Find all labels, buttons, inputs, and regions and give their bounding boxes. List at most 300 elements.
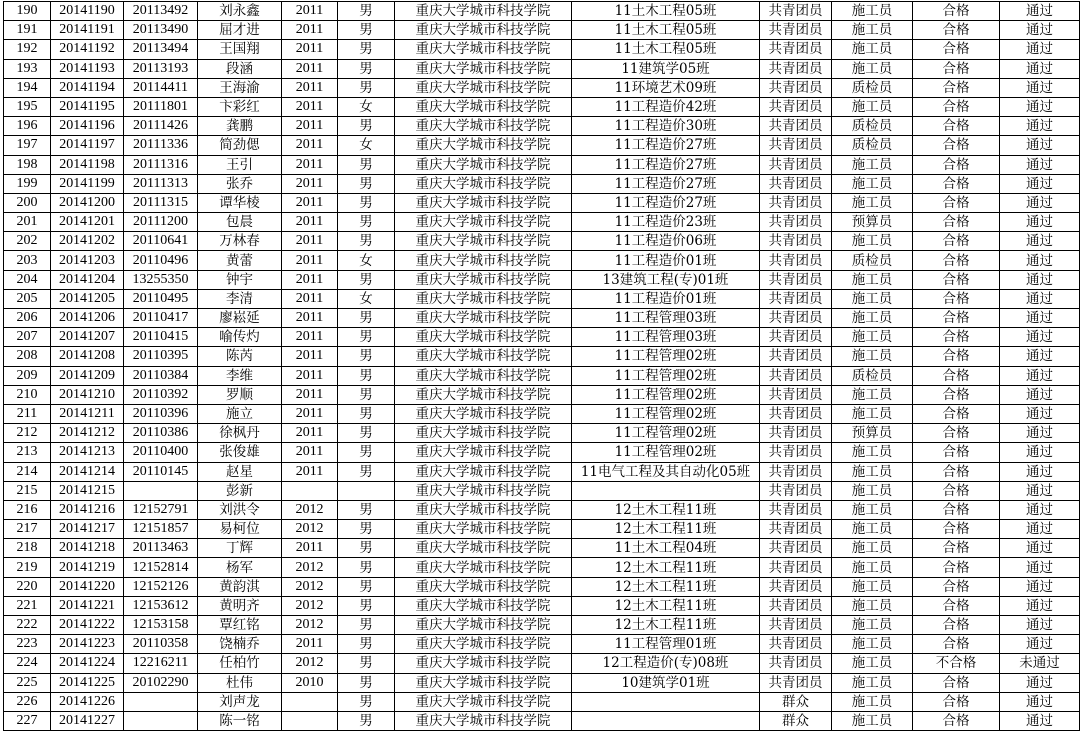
table-row: [4, 174, 1080, 193]
result-cell: 合格: [913, 539, 1000, 558]
student-id-cell: 20111801: [124, 97, 198, 116]
student-id-cell: 20110386: [124, 424, 198, 443]
gender-cell: 男: [338, 596, 395, 615]
student-id-cell: 20111313: [124, 174, 198, 193]
pass-status-cell: 通过: [1000, 59, 1080, 78]
student-id-cell: 20111426: [124, 117, 198, 136]
result-cell: 合格: [913, 347, 1000, 366]
student-id-cell: 20110384: [124, 366, 198, 385]
pass-status-cell: 通过: [1000, 40, 1080, 59]
class-cell: 11工程造价01班: [572, 251, 760, 270]
position-cell: 施工员: [832, 270, 913, 289]
cert-no-cell: 20141209: [51, 366, 124, 385]
grade-cell: 2012: [282, 558, 338, 577]
school-cell: 重庆大学城市科技学院: [395, 309, 572, 328]
grade-cell: 2012: [282, 654, 338, 673]
table-row: [4, 366, 1080, 385]
gender-cell: 男: [338, 270, 395, 289]
school-cell: 重庆大学城市科技学院: [395, 577, 572, 596]
cert-no-cell: 20141192: [51, 40, 124, 59]
gender-cell: 男: [338, 654, 395, 673]
table-row: [4, 328, 1080, 347]
class-cell: 12土木工程11班: [572, 616, 760, 635]
grade-cell: 2011: [282, 347, 338, 366]
table-row: [4, 232, 1080, 251]
political-status-cell: 共青团员: [760, 213, 832, 232]
cert-no-cell: 20141191: [51, 21, 124, 40]
table-row: [4, 692, 1080, 711]
table-row: [4, 635, 1080, 654]
grade-cell: 2010: [282, 673, 338, 692]
gender-cell: [338, 481, 395, 500]
name-cell: 谭华棱: [198, 193, 282, 212]
cert-no-cell: 20141207: [51, 328, 124, 347]
school-cell: 重庆大学城市科技学院: [395, 424, 572, 443]
class-cell: 11土木工程04班: [572, 539, 760, 558]
position-cell: 施工员: [832, 347, 913, 366]
seq-cell: 212: [4, 424, 51, 443]
political-status-cell: 共青团员: [760, 136, 832, 155]
student-id-cell: 20111315: [124, 193, 198, 212]
table-row: [4, 40, 1080, 59]
seq-cell: 216: [4, 500, 51, 519]
student-id-cell: 12152814: [124, 558, 198, 577]
class-cell: 11电气工程及其自动化05班: [572, 462, 760, 481]
position-cell: 施工员: [832, 174, 913, 193]
pass-status-cell: 通过: [1000, 213, 1080, 232]
seq-cell: 215: [4, 481, 51, 500]
grade-cell: 2011: [282, 539, 338, 558]
class-cell: 13建筑工程(专)01班: [572, 270, 760, 289]
student-id-cell: 20114411: [124, 78, 198, 97]
position-cell: 质检员: [832, 251, 913, 270]
result-cell: 合格: [913, 385, 1000, 404]
pass-status-cell: 通过: [1000, 539, 1080, 558]
political-status-cell: 共青团员: [760, 443, 832, 462]
political-status-cell: 共青团员: [760, 174, 832, 193]
gender-cell: 男: [338, 366, 395, 385]
result-cell: 合格: [913, 481, 1000, 500]
position-cell: 施工员: [832, 97, 913, 116]
gender-cell: 男: [338, 78, 395, 97]
school-cell: 重庆大学城市科技学院: [395, 2, 572, 21]
political-status-cell: 共青团员: [760, 539, 832, 558]
class-cell: 12土木工程11班: [572, 520, 760, 539]
class-cell: 11工程造价23班: [572, 213, 760, 232]
result-cell: 合格: [913, 174, 1000, 193]
student-id-cell: [124, 711, 198, 730]
name-cell: 王海渝: [198, 78, 282, 97]
result-cell: 合格: [913, 500, 1000, 519]
class-cell: 11环境艺术09班: [572, 78, 760, 97]
position-cell: 施工员: [832, 404, 913, 423]
result-cell: 合格: [913, 520, 1000, 539]
political-status-cell: 共青团员: [760, 21, 832, 40]
school-cell: 重庆大学城市科技学院: [395, 78, 572, 97]
school-cell: 重庆大学城市科技学院: [395, 232, 572, 251]
student-id-cell: 20111336: [124, 136, 198, 155]
political-status-cell: 共青团员: [760, 577, 832, 596]
pass-status-cell: 通过: [1000, 193, 1080, 212]
table-row: [4, 404, 1080, 423]
class-cell: 11工程管理03班: [572, 328, 760, 347]
student-id-cell: 20110400: [124, 443, 198, 462]
grade-cell: 2011: [282, 385, 338, 404]
position-cell: 施工员: [832, 289, 913, 308]
cert-no-cell: 20141204: [51, 270, 124, 289]
cert-no-cell: 20141213: [51, 443, 124, 462]
position-cell: 施工员: [832, 481, 913, 500]
political-status-cell: 共青团员: [760, 40, 832, 59]
position-cell: 施工员: [832, 462, 913, 481]
political-status-cell: 共青团员: [760, 117, 832, 136]
result-cell: 合格: [913, 366, 1000, 385]
cert-no-cell: 20141190: [51, 2, 124, 21]
position-cell: 施工员: [832, 232, 913, 251]
position-cell: 施工员: [832, 654, 913, 673]
student-certificate-table: [3, 1, 1080, 731]
gender-cell: 男: [338, 616, 395, 635]
cert-no-cell: 20141200: [51, 193, 124, 212]
class-cell: 11工程造价30班: [572, 117, 760, 136]
name-cell: 简劲偲: [198, 136, 282, 155]
class-cell: 12土木工程11班: [572, 596, 760, 615]
pass-status-cell: 通过: [1000, 520, 1080, 539]
cert-no-cell: 20141221: [51, 596, 124, 615]
school-cell: 重庆大学城市科技学院: [395, 520, 572, 539]
gender-cell: 男: [338, 577, 395, 596]
seq-cell: 219: [4, 558, 51, 577]
class-cell: 11工程造价27班: [572, 136, 760, 155]
gender-cell: 男: [338, 711, 395, 730]
seq-cell: 203: [4, 251, 51, 270]
grade-cell: [282, 481, 338, 500]
seq-cell: 199: [4, 174, 51, 193]
school-cell: 重庆大学城市科技学院: [395, 481, 572, 500]
grade-cell: 2011: [282, 251, 338, 270]
position-cell: 施工员: [832, 385, 913, 404]
position-cell: 施工员: [832, 558, 913, 577]
pass-status-cell: 通过: [1000, 155, 1080, 174]
political-status-cell: 共青团员: [760, 654, 832, 673]
table-row: [4, 59, 1080, 78]
name-cell: 刘洪令: [198, 500, 282, 519]
seq-cell: 225: [4, 673, 51, 692]
seq-cell: 210: [4, 385, 51, 404]
grade-cell: 2011: [282, 270, 338, 289]
political-status-cell: 共青团员: [760, 270, 832, 289]
position-cell: 施工员: [832, 673, 913, 692]
gender-cell: 女: [338, 136, 395, 155]
student-id-cell: 20113490: [124, 21, 198, 40]
gender-cell: 男: [338, 692, 395, 711]
school-cell: 重庆大学城市科技学院: [395, 616, 572, 635]
school-cell: 重庆大学城市科技学院: [395, 40, 572, 59]
table-row: [4, 117, 1080, 136]
school-cell: 重庆大学城市科技学院: [395, 59, 572, 78]
pass-status-cell: 通过: [1000, 251, 1080, 270]
seq-cell: 204: [4, 270, 51, 289]
cert-no-cell: 20141199: [51, 174, 124, 193]
student-id-cell: 20110415: [124, 328, 198, 347]
political-status-cell: 共青团员: [760, 193, 832, 212]
student-id-cell: 20110358: [124, 635, 198, 654]
pass-status-cell: 通过: [1000, 596, 1080, 615]
pass-status-cell: 通过: [1000, 232, 1080, 251]
political-status-cell: 共青团员: [760, 385, 832, 404]
name-cell: 陈一铭: [198, 711, 282, 730]
grade-cell: 2011: [282, 2, 338, 21]
school-cell: 重庆大学城市科技学院: [395, 97, 572, 116]
school-cell: 重庆大学城市科技学院: [395, 500, 572, 519]
result-cell: 合格: [913, 424, 1000, 443]
table-row: [4, 213, 1080, 232]
result-cell: 合格: [913, 193, 1000, 212]
name-cell: 李维: [198, 366, 282, 385]
position-cell: 施工员: [832, 2, 913, 21]
seq-cell: 214: [4, 462, 51, 481]
student-id-cell: 20110496: [124, 251, 198, 270]
political-status-cell: 群众: [760, 711, 832, 730]
table-row: [4, 577, 1080, 596]
school-cell: 重庆大学城市科技学院: [395, 21, 572, 40]
grade-cell: [282, 711, 338, 730]
pass-status-cell: 通过: [1000, 673, 1080, 692]
class-cell: [572, 481, 760, 500]
name-cell: 李清: [198, 289, 282, 308]
pass-status-cell: 通过: [1000, 443, 1080, 462]
school-cell: 重庆大学城市科技学院: [395, 673, 572, 692]
pass-status-cell: 通过: [1000, 78, 1080, 97]
result-cell: 合格: [913, 232, 1000, 251]
result-cell: 合格: [913, 596, 1000, 615]
seq-cell: 207: [4, 328, 51, 347]
seq-cell: 220: [4, 577, 51, 596]
class-cell: 12土木工程11班: [572, 577, 760, 596]
political-status-cell: 共青团员: [760, 673, 832, 692]
name-cell: 龚鹏: [198, 117, 282, 136]
grade-cell: 2011: [282, 78, 338, 97]
name-cell: 万林春: [198, 232, 282, 251]
table-row: [4, 136, 1080, 155]
political-status-cell: 共青团员: [760, 558, 832, 577]
position-cell: 施工员: [832, 635, 913, 654]
pass-status-cell: 通过: [1000, 21, 1080, 40]
class-cell: 11工程造价06班: [572, 232, 760, 251]
name-cell: 张乔: [198, 174, 282, 193]
table-row: [4, 21, 1080, 40]
political-status-cell: 共青团员: [760, 635, 832, 654]
result-cell: 不合格: [913, 654, 1000, 673]
school-cell: 重庆大学城市科技学院: [395, 711, 572, 730]
class-cell: [572, 692, 760, 711]
class-cell: 11工程造价42班: [572, 97, 760, 116]
cert-no-cell: 20141194: [51, 78, 124, 97]
result-cell: 合格: [913, 21, 1000, 40]
school-cell: 重庆大学城市科技学院: [395, 270, 572, 289]
gender-cell: 女: [338, 97, 395, 116]
name-cell: 王国翔: [198, 40, 282, 59]
political-status-cell: 群众: [760, 692, 832, 711]
class-cell: 11土木工程05班: [572, 40, 760, 59]
result-cell: 合格: [913, 328, 1000, 347]
gender-cell: 男: [338, 462, 395, 481]
school-cell: 重庆大学城市科技学院: [395, 385, 572, 404]
political-status-cell: 共青团员: [760, 97, 832, 116]
political-status-cell: 共青团员: [760, 520, 832, 539]
seq-cell: 227: [4, 711, 51, 730]
result-cell: 合格: [913, 577, 1000, 596]
name-cell: 彭新: [198, 481, 282, 500]
student-id-cell: 20102290: [124, 673, 198, 692]
gender-cell: 男: [338, 539, 395, 558]
seq-cell: 197: [4, 136, 51, 155]
position-cell: 施工员: [832, 309, 913, 328]
position-cell: 施工员: [832, 21, 913, 40]
seq-cell: 223: [4, 635, 51, 654]
position-cell: 施工员: [832, 711, 913, 730]
table-row: [4, 443, 1080, 462]
name-cell: 饶楠乔: [198, 635, 282, 654]
position-cell: 预算员: [832, 213, 913, 232]
seq-cell: 200: [4, 193, 51, 212]
table-row: [4, 155, 1080, 174]
name-cell: 刘永鑫: [198, 2, 282, 21]
result-cell: 合格: [913, 404, 1000, 423]
student-id-cell: [124, 481, 198, 500]
school-cell: 重庆大学城市科技学院: [395, 174, 572, 193]
grade-cell: 2011: [282, 40, 338, 59]
position-cell: 质检员: [832, 366, 913, 385]
class-cell: 11工程管理02班: [572, 443, 760, 462]
seq-cell: 194: [4, 78, 51, 97]
class-cell: 11工程管理02班: [572, 424, 760, 443]
cert-no-cell: 20141210: [51, 385, 124, 404]
table-row: [4, 711, 1080, 730]
pass-status-cell: 通过: [1000, 309, 1080, 328]
grade-cell: 2011: [282, 328, 338, 347]
name-cell: 王引: [198, 155, 282, 174]
position-cell: 施工员: [832, 577, 913, 596]
school-cell: 重庆大学城市科技学院: [395, 539, 572, 558]
name-cell: 钟宇: [198, 270, 282, 289]
cert-no-cell: 20141196: [51, 117, 124, 136]
class-cell: 12土木工程11班: [572, 558, 760, 577]
name-cell: 黄明齐: [198, 596, 282, 615]
result-cell: 合格: [913, 213, 1000, 232]
gender-cell: 男: [338, 232, 395, 251]
political-status-cell: 共青团员: [760, 289, 832, 308]
seq-cell: 192: [4, 40, 51, 59]
student-id-cell: 20111200: [124, 213, 198, 232]
class-cell: 11工程管理01班: [572, 635, 760, 654]
cert-no-cell: 20141218: [51, 539, 124, 558]
grade-cell: 2011: [282, 213, 338, 232]
table-row: [4, 78, 1080, 97]
school-cell: 重庆大学城市科技学院: [395, 635, 572, 654]
gender-cell: 女: [338, 289, 395, 308]
gender-cell: 男: [338, 213, 395, 232]
position-cell: 施工员: [832, 155, 913, 174]
gender-cell: 男: [338, 2, 395, 21]
name-cell: 杨军: [198, 558, 282, 577]
result-cell: 合格: [913, 635, 1000, 654]
pass-status-cell: 通过: [1000, 289, 1080, 308]
pass-status-cell: 通过: [1000, 174, 1080, 193]
cert-no-cell: 20141197: [51, 136, 124, 155]
result-cell: 合格: [913, 692, 1000, 711]
name-cell: 任柏竹: [198, 654, 282, 673]
gender-cell: 男: [338, 193, 395, 212]
class-cell: 11工程管理02班: [572, 385, 760, 404]
cert-no-cell: 20141202: [51, 232, 124, 251]
position-cell: 施工员: [832, 692, 913, 711]
seq-cell: 211: [4, 404, 51, 423]
school-cell: 重庆大学城市科技学院: [395, 136, 572, 155]
cert-no-cell: 20141195: [51, 97, 124, 116]
seq-cell: 217: [4, 520, 51, 539]
seq-cell: 190: [4, 2, 51, 21]
student-id-cell: 20111316: [124, 155, 198, 174]
result-cell: 合格: [913, 97, 1000, 116]
name-cell: 罗顺: [198, 385, 282, 404]
school-cell: 重庆大学城市科技学院: [395, 328, 572, 347]
cert-no-cell: 20141201: [51, 213, 124, 232]
class-cell: 11工程管理02班: [572, 347, 760, 366]
cert-no-cell: 20141211: [51, 404, 124, 423]
gender-cell: 男: [338, 59, 395, 78]
political-status-cell: 共青团员: [760, 616, 832, 635]
name-cell: 杜伟: [198, 673, 282, 692]
cert-no-cell: 20141216: [51, 500, 124, 519]
seq-cell: 213: [4, 443, 51, 462]
table-row: [4, 251, 1080, 270]
political-status-cell: 共青团员: [760, 481, 832, 500]
pass-status-cell: 通过: [1000, 577, 1080, 596]
position-cell: 施工员: [832, 443, 913, 462]
gender-cell: 男: [338, 174, 395, 193]
seq-cell: 222: [4, 616, 51, 635]
gender-cell: 女: [338, 251, 395, 270]
class-cell: 11工程造价27班: [572, 193, 760, 212]
pass-status-cell: 通过: [1000, 347, 1080, 366]
pass-status-cell: 通过: [1000, 97, 1080, 116]
gender-cell: 男: [338, 424, 395, 443]
table-row: [4, 596, 1080, 615]
class-cell: [572, 711, 760, 730]
school-cell: 重庆大学城市科技学院: [395, 117, 572, 136]
table-row: [4, 500, 1080, 519]
pass-status-cell: 通过: [1000, 500, 1080, 519]
result-cell: 合格: [913, 270, 1000, 289]
cert-no-cell: 20141219: [51, 558, 124, 577]
position-cell: 施工员: [832, 193, 913, 212]
table-row: [4, 616, 1080, 635]
class-cell: 10建筑学01班: [572, 673, 760, 692]
table-row: [4, 309, 1080, 328]
name-cell: 赵星: [198, 462, 282, 481]
table-row: [4, 193, 1080, 212]
student-id-cell: 20113492: [124, 2, 198, 21]
student-id-cell: 20110395: [124, 347, 198, 366]
gender-cell: 男: [338, 309, 395, 328]
pass-status-cell: 通过: [1000, 692, 1080, 711]
result-cell: 合格: [913, 59, 1000, 78]
gender-cell: 男: [338, 385, 395, 404]
cert-no-cell: 20141205: [51, 289, 124, 308]
cert-no-cell: 20141220: [51, 577, 124, 596]
table-row: [4, 2, 1080, 21]
